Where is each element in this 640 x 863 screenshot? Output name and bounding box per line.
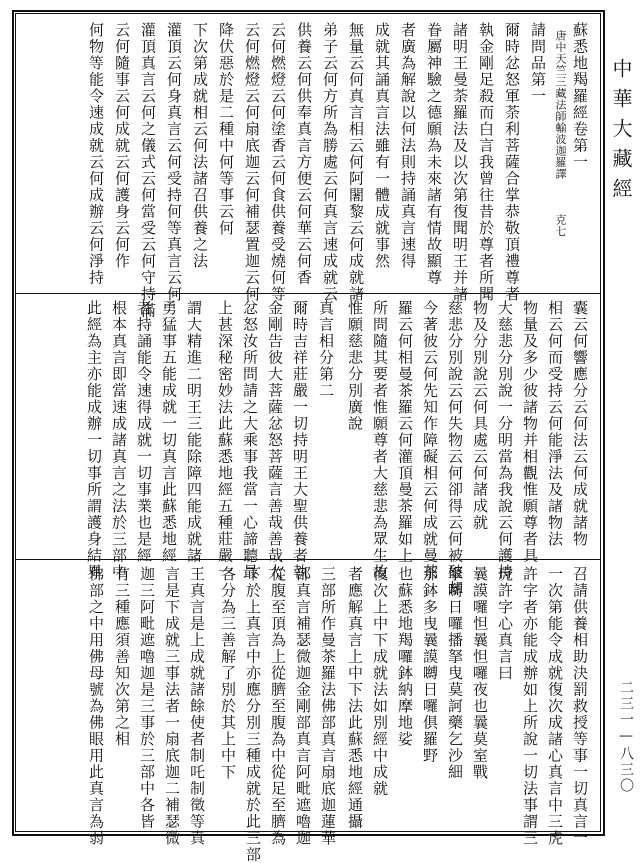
- text-column: 召請供養相助決罰救授等事一切真言一: [571, 566, 589, 847]
- text-column: 者持誦能令速得成就一切事業也是經: [135, 300, 153, 564]
- text-column: 羅云何相曼茶羅云何灌頂曼茶羅如上: [396, 300, 414, 564]
- text-column: 灌頂真言云何之儀式云何當受云何守持滿: [139, 22, 157, 319]
- text-column: 者應解真言上中下法此蘇悉地經通攝: [346, 566, 364, 830]
- text-column: 囊云何響應分云何法云何成就諸物: [571, 300, 589, 548]
- text-column: 謂大精進二明王三能除障四能成就諸: [185, 300, 203, 564]
- text-column: 爾時忿怒軍荼利菩薩合掌恭敬頂禮尊者: [503, 22, 521, 303]
- text-column: 也蘇悉地羯囉鉢納摩地娑: [396, 566, 414, 748]
- text-column: 根本真言即當速成諸真言之法於三部中: [110, 300, 128, 581]
- text-column: 供養云何供奉真言方便云何華云何香: [295, 22, 313, 286]
- text-column: 慈悲分別說云何失物云何卻得云何被破却: [446, 300, 464, 597]
- text-column: 復次上中下成就法如別經中成就: [371, 566, 389, 797]
- text-column: 物及分別說云何具處云何諸成就: [471, 300, 489, 531]
- page-number: 二三一—八三〇: [618, 680, 634, 794]
- text-column: 曩謨囉怛曩怛囉夜也曩莫室戰: [471, 566, 489, 781]
- text-column: 下次第成就相云何法諸召供養之法: [191, 22, 209, 270]
- text-column: 執金剛足殺而白言我曾往昔於尊者所聞: [477, 22, 495, 303]
- text-column: 許字者亦能成辦如上所說一切法事謂三: [521, 566, 539, 847]
- text-column: 忿怒汝所問請之大乘事我當一心諦聽最: [241, 300, 259, 581]
- text-column: 有三種應須善知次第之相: [113, 566, 131, 748]
- text-column: 云何隨事云何成就云何護身云何作: [113, 22, 131, 270]
- text-column: 相云何而受持云何能淨法及諸物法: [546, 300, 564, 548]
- text-column: 拏嚩日囉播拏曳莫訶藥乞沙細: [446, 566, 464, 781]
- text-column: 一次第能令成就復次成諸心真言中三虎: [546, 566, 564, 847]
- text-column: 何物等能令速成就云何成辦云何淨持: [87, 22, 105, 286]
- text-column: 言是下成就三事法者一扇底迦二補瑟微: [163, 566, 181, 847]
- text-column: 金剛告彼大菩薩忿怒菩薩言善哉善哉大: [266, 300, 284, 581]
- text-column: 惟願慈悲分別廣說: [346, 300, 364, 432]
- text-column: 下於上真言中亦應分別三種成就於此三部: [244, 566, 262, 863]
- text-column: 降伏惡於是二種中何等事云何: [217, 22, 235, 237]
- text-column: 云何燃燈云何扇底迦云何補瑟置迦云何: [243, 22, 261, 303]
- text-column: 王真言是上成就諸餘使者制吒制徵等真: [188, 566, 206, 847]
- text-column: 上甚深秘密妙法此蘇悉地經五種莊嚴一: [216, 300, 234, 581]
- text-column: 從腹至頂為上從臍至腹為中從足至臍為: [269, 566, 287, 847]
- text-column: 蘇悉地羯羅經卷第一: [571, 22, 589, 171]
- text-column: 灌頂云何身真言云何受持何等真言云何: [165, 22, 183, 303]
- text-column: 弟子云何方所為勝處云何真言速成就云: [321, 22, 339, 303]
- collection-title: 中華大藏經: [609, 58, 633, 208]
- text-column: 部真言補瑟微迦金剛部真言阿毗遮嚕迦: [294, 566, 312, 847]
- text-column: 無量云何真言相云何阿闍黎云何成就諸: [347, 22, 365, 303]
- text-column: 三部所作曼茶羅法佛部真言扇底迦蓮華: [319, 566, 337, 847]
- text-column: 唐中天竺三藏法師輸波迦羅譯 克七: [554, 30, 567, 237]
- text-column: 眷屬神驗之德願為未來諸有情故顯尊: [425, 22, 443, 286]
- text-column: 真言相分第二: [317, 300, 335, 399]
- text-column: 今著彼云何先知作障礙相云何成就曼茶: [421, 300, 439, 581]
- text-column: 物量及多少彼諸物并相觀惟願尊者具: [521, 300, 539, 564]
- text-column: 此經為主亦能成辦一切事所謂護身結界: [85, 300, 103, 581]
- text-column: 大慈悲分別說一分明當為我說云何護持: [496, 300, 514, 581]
- text-column: 勇猛事五能成就一切真言此蘇悉地經: [160, 300, 178, 564]
- text-column: 虎許字心真言曰: [496, 566, 514, 682]
- text-column: 諸明王曼荼羅法及以次第復聞明王并諸: [451, 22, 469, 303]
- text-column: 者廣為解說以何法則持誦真言速得: [399, 22, 417, 270]
- text-column: 迦三阿毗遮嚕迦是三事於三部中各皆: [138, 566, 156, 830]
- text-column: 請問品第一: [529, 22, 547, 105]
- text-column: 云何燃燈云何塗香云何食供養受燒何等: [269, 22, 287, 303]
- text-column: 所問隨其要者惟願尊者大慈悲為眾生故: [371, 300, 389, 581]
- text-column: 爾時吉祥莊嚴一切持明王大聖供養者執: [291, 300, 309, 581]
- text-column: 那鉢多曳曩謨嚩日囉俱羅野: [421, 566, 439, 764]
- text-column: 成就其誦真言法雖有一體成就事然: [373, 22, 391, 270]
- text-column: 佛部之中用佛母號為佛眼用此真言為弱: [87, 566, 105, 847]
- text-column: 各分為三善解了別於其上中下: [219, 566, 237, 781]
